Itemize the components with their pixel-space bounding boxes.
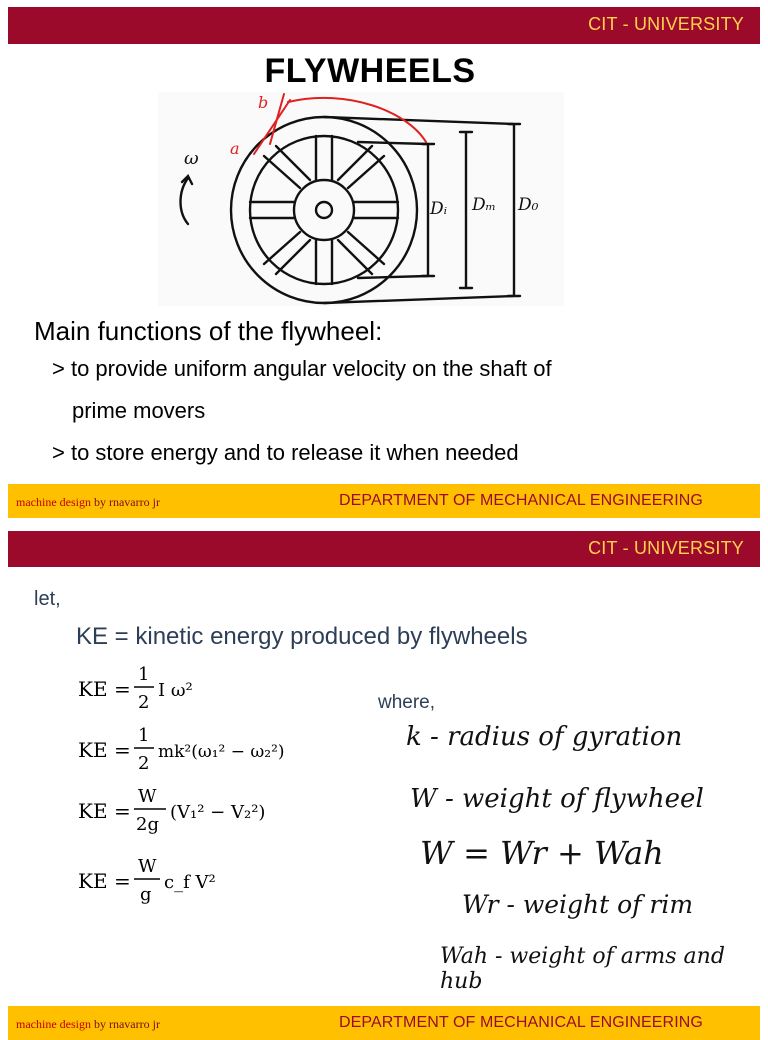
eq1-numerator: 1 [138,664,150,685]
eq1-lhs: KE [78,677,108,701]
arm-upper-left [264,146,310,188]
handwritten-note-1: k - radius of gyration [406,722,683,752]
eq4-numerator: W [138,856,157,877]
arm-upper-right [338,146,384,188]
flywheel-sketch [158,92,564,306]
eq3-equals: = [114,799,131,823]
eq4-equals: = [114,869,131,893]
footer-department: DEPARTMENT OF MECHANICAL ENGINEERING [339,492,703,509]
handwritten-note-5: Wah - weight of arms and hub [440,944,725,994]
footer-author: by rnavarro jr [90,495,160,509]
slide1-footer-band [8,484,760,518]
footer-course-name: machine design [16,1017,91,1031]
eq4-lhs: KE [78,869,108,893]
eq1-denominator: 2 [138,692,150,713]
eq1-rhs: I ω² [158,680,193,701]
eq2-denominator: 2 [138,753,150,774]
eq2-rhs: mk²(ω₁² − ω₂²) [158,742,285,762]
arm-bottom [316,240,332,284]
handwritten-note-4: Wr - weight of rim [462,890,694,919]
eq2-numerator: 1 [138,725,150,746]
a-label: a [230,139,240,158]
functions-heading: Main functions of the flywheel: [34,316,383,346]
flywheel-diagram [158,92,564,306]
eq3-lhs: KE [78,799,108,823]
arm-right [354,202,398,218]
where-text: where, [378,692,436,713]
header-brand: CIT - UNIVERSITY [588,14,744,34]
equations-block [70,656,360,906]
footer-author: by rnavarro jr [90,1017,160,1031]
eq3-rhs: (V₁² − V₂²) [170,802,266,823]
slide2-footer-band [8,1006,760,1040]
dm-label: Dₘ [472,195,497,215]
arm-lower-left [264,232,310,274]
eq4-denominator: g [140,884,152,905]
footer-department: DEPARTMENT OF MECHANICAL ENGINEERING [339,1014,703,1031]
eq3-denominator: 2g [136,814,159,835]
let-text: let, [34,588,61,610]
di-label: Dᵢ [430,199,448,219]
footer-course [16,1017,160,1032]
rotation-arrow [181,178,189,224]
shaft-circle [316,202,332,218]
slide1-header-band [8,7,760,44]
eq1-equals: = [114,677,131,701]
eq4-rhs: c_f V² [164,872,216,893]
do-label: D₀ [518,195,539,215]
slide-title: FLYWHEELS [264,52,476,90]
eq2-lhs: KE [78,738,108,762]
b-label: b [258,93,269,112]
arm-lower-right [338,232,384,274]
handwritten-note-2: W - weight of flywheel [410,784,704,814]
slide2-header-band [8,531,760,567]
rim-inner-circle [250,136,398,284]
radius-arc [288,98,426,142]
header-brand: CIT - UNIVERSITY [588,538,744,558]
b-dimension-line [270,94,284,144]
arm-top [316,136,332,180]
ke-definition: KE = kinetic energy produced by flywheels [76,623,528,650]
bullet-1: > to provide uniform angular velocity on the shaft of [52,356,552,381]
page-divider [0,520,768,530]
omega-label: ω [184,148,199,169]
eq2-equals: = [114,738,131,762]
arm-left [250,202,294,218]
dm-dimension [460,132,472,288]
footer-course-name: machine design [16,495,91,509]
bullet-2: > to store energy and to release it when needed [52,440,519,465]
hub-outer-circle [294,180,354,240]
bullet-1-continued: prime movers [72,398,206,423]
eq3-numerator: W [138,786,157,807]
footer-course [16,495,160,510]
handwritten-note-3: W = Wr + Wah [420,834,664,872]
